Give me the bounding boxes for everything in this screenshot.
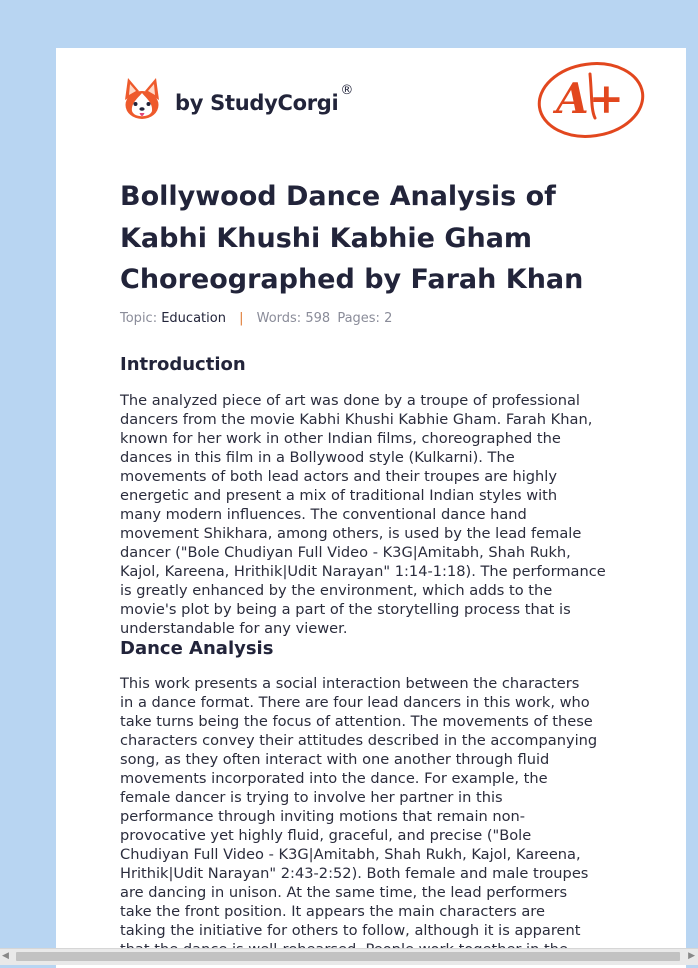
document-page xyxy=(56,48,686,968)
section-text-dance-analysis: This work presents a social interaction between the characters in a dance format. There are four lead dancers in this work, who take turns being the focus of attention. The movements of these characters convey their attitudes described in the accompanying song, as they often interact with one another through fluid movements incorporated into the dance. For example, the female dancer is trying to involve her partner in this performance through inviting motions that remain non- provocative yet highly fluid, graceful, and precise ("Bole Chudiyan Full Video - K3G|Amitabh, Shah Rukh, Kajol, Kareena, Hrithik|Udit Narayan" 2:43-2:52). Both female and male troupes are dancing in unison. At the same time, the lead performers take the front position. It appears the main characters are taking the initiative for others to follow, although it is apparent xyxy=(120,675,598,939)
topic-label: Topic: xyxy=(120,311,158,326)
scroll-right-arrow-icon[interactable]: ▶ xyxy=(688,951,695,961)
pages-count: 2 xyxy=(384,311,393,326)
words-count: 598 xyxy=(305,311,331,326)
document-title: Bollywood Dance Analysis of Kabhi Khushi Kabhie Gham Choreographed by Farah Khan xyxy=(120,181,584,295)
scroll-left-arrow-icon[interactable]: ◀ xyxy=(2,951,9,961)
a-plus-grade-icon xyxy=(536,58,650,142)
scrollbar-thumb[interactable] xyxy=(16,952,680,961)
brand-name xyxy=(175,83,354,115)
registered-mark: ® xyxy=(340,83,354,98)
document-meta xyxy=(120,311,392,326)
horizontal-scrollbar[interactable] xyxy=(0,948,698,965)
corgi-icon xyxy=(122,76,162,122)
section-heading-dance-analysis: Dance Analysis xyxy=(120,638,274,659)
topic-link[interactable]: Education xyxy=(161,311,226,326)
brand-text: by StudyCorgi xyxy=(175,91,339,115)
meta-separator: | xyxy=(239,311,244,326)
pages-label: Pages: xyxy=(337,311,380,326)
svg-text:A+: A+ xyxy=(556,74,624,123)
studycorgi-logo[interactable] xyxy=(122,76,353,122)
section-heading-introduction: Introduction xyxy=(120,354,246,375)
words-label: Words: xyxy=(256,311,302,326)
section-text-introduction: The analyzed piece of art was done by a troupe of professional dancers from the movie Kabhi Khushi Kabhie Gham. Farah Khan, known for her work in other Indian films, choreographed the dances in this film in a Bollywood style (Kulkarni). The movements of both lead actors and their troupes are highly energetic and present a mix of traditional Indian styles with many modern influences. The conventional dance hand movement Shikhara, among others, is used by the lead female dancer ("Bole Chudiyan Full Video - K3G|Amitabh, Shah Rukh, Kajol, Kareena, Hrithik|Udit Narayan" 1:14-1:18). The performance is greatly enhanced by the environment, which adds to the movie's plot by being a part of the storytelling process that is understandable for any viewer. xyxy=(120,392,606,637)
